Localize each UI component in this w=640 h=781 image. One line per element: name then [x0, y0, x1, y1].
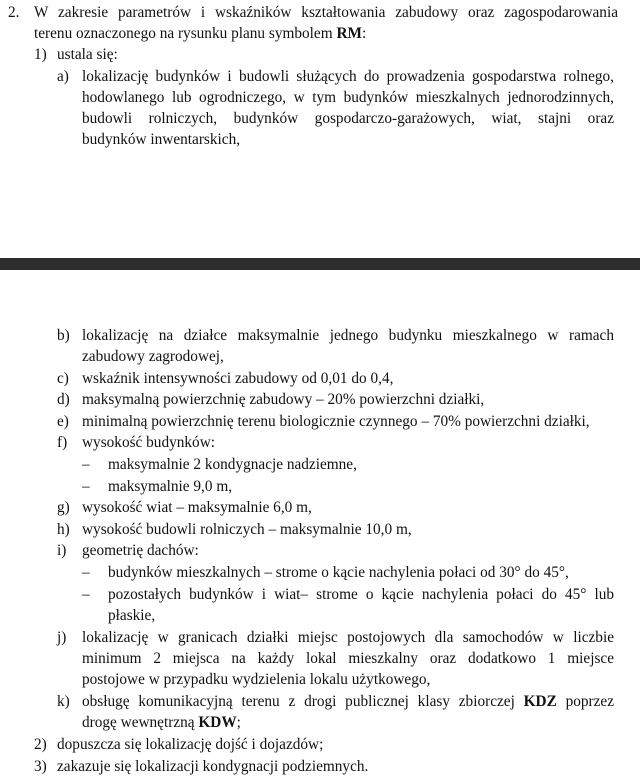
dash-item: maksymalnie 2 kondygnacje nadziemne,	[108, 456, 357, 473]
page-bottom	[0, 270, 640, 781]
dash-bullet: –	[82, 478, 90, 495]
point-text: zakazuje się lokalizacji kondygnacji podziemnych.	[57, 758, 369, 775]
subpoint-line: geometrię dachów:	[82, 542, 199, 559]
point-text: ustala się:	[57, 46, 118, 63]
dash-bullet: –	[82, 586, 90, 603]
subpoint-label: e)	[57, 413, 69, 430]
point-number: 1)	[34, 46, 47, 63]
subpoint-label: g)	[57, 499, 70, 516]
dash-item: płaskie,	[108, 607, 156, 624]
subpoint-label: i)	[57, 542, 67, 559]
subpoint-label: b)	[57, 327, 70, 344]
dash-item: maksymalnie 9,0 m,	[108, 478, 233, 495]
dash-bullet: –	[82, 564, 90, 581]
subpoint-line: minimum 2 miejsca na każdy lokal mieszkalny oraz dodatkowo 1 miejsce	[82, 650, 614, 667]
subpoint-line: wysokość budowli rolniczych – maksymalnie 10,0 m,	[82, 521, 412, 538]
dash-bullet: –	[82, 456, 90, 473]
subpoint-label: c)	[57, 370, 69, 387]
subpoint-label: h)	[57, 521, 70, 538]
road-symbol: KDZ	[523, 693, 557, 710]
point-number: 3)	[34, 758, 47, 775]
subpoint-line: lokalizację na działce maksymalnie jednego budynku mieszkalnego w ramach	[82, 327, 614, 344]
subpoint-label: j)	[57, 629, 67, 646]
page-top	[0, 0, 640, 258]
zone-symbol: RM	[336, 25, 362, 42]
subpoint-label: f)	[57, 434, 68, 451]
subpoint-line: budynków inwentarskich,	[82, 131, 241, 148]
subpoint-line: wskaźnik intensywności zabudowy od 0,01 do 0,4,	[82, 370, 394, 387]
road-symbol: KDW	[198, 714, 237, 731]
subpoint-line: hodowlanego lub ogrodniczego, w tym budynków mieszkalnych jednorodzinnych,	[82, 89, 614, 106]
subpoint-label: a)	[57, 68, 69, 85]
subpoint-line: wysokość budynków:	[82, 434, 215, 451]
subpoint-line: minimalną powierzchnię terenu biologicznie czynnego – 70% powierzchni działki,	[82, 413, 590, 430]
subpoint-label: k)	[57, 693, 70, 710]
dash-item: budynków mieszkalnych – strome o kącie nachylenia połaci od 30° do 45°,	[108, 564, 569, 581]
subpoint-line: maksymalną powierzchnię zabudowy – 20% powierzchni działki,	[82, 391, 485, 408]
point-text: dopuszcza się lokalizację dojść i dojazdów;	[57, 736, 324, 753]
subpoint-line: postojowe w przypadku wydzielenia lokalu użytkowego,	[82, 671, 431, 688]
dash-item: pozostałych budynków i wiat– strome o kącie nachylenia połaci do 45° lub	[108, 586, 614, 603]
item-number: 2.	[8, 4, 20, 21]
subpoint-line: obsługę komunikacyjną terenu z drogi publicznej klasy zbiorczej KDZ poprzez	[82, 693, 614, 710]
subpoint-line: zabudowy zagrodowej,	[82, 348, 224, 365]
subpoint-line: drogę wewnętrzną KDW;	[82, 714, 241, 731]
subpoint-label: d)	[57, 391, 70, 408]
point-number: 2)	[34, 736, 47, 753]
subpoint-line: lokalizację budynków i budowli służących do prowadzenia gospodarstwa rolnego,	[82, 68, 614, 85]
subpoint-line: budowli rolniczych, budynków gospodarczo-garażowych, wiat, stajni oraz	[82, 110, 614, 127]
subpoint-line: wysokość wiat – maksymalnie 6,0 m,	[82, 499, 312, 516]
page-divider	[0, 258, 640, 270]
subpoint-line: lokalizację w granicach działki miejsc postojowych dla samochodów w liczbie	[82, 629, 614, 646]
item-text-line: W zakresie parametrów i wskaźników kształtowania zabudowy oraz zagospodarowania	[34, 4, 618, 21]
item-text-line: terenu oznaczonego na rysunku planu symbolem RM:	[34, 25, 367, 42]
